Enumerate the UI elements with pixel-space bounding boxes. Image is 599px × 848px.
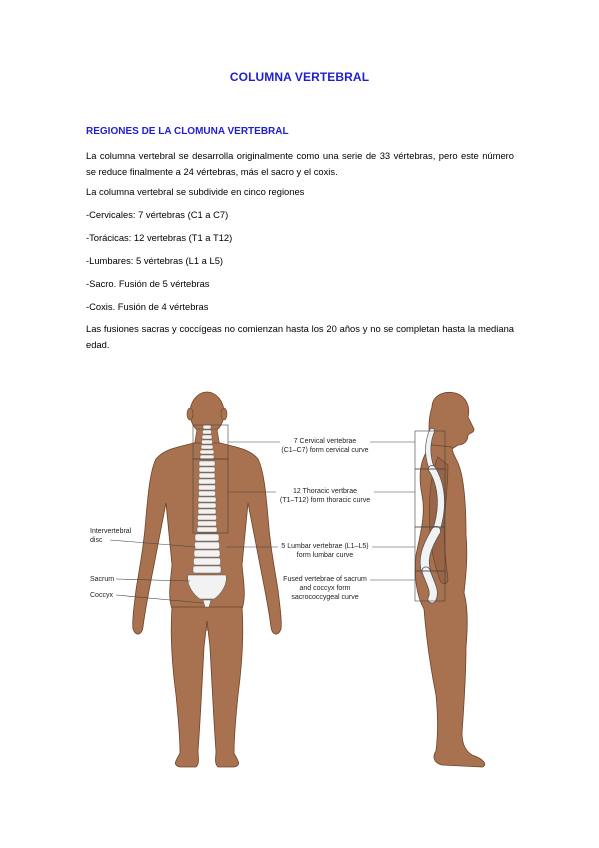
subdivision-paragraph: La columna vertebral se subdivide en cinco regiones — [86, 186, 305, 197]
coccyx-label: Coccyx — [90, 592, 113, 599]
intro-paragraph: La columna vertebral se desarrolla originalmente como una serie de 33 vértebras, pero este número se reduce finalmente a 24 vértebras, más el sacro y el coxis. — [86, 150, 514, 177]
cervical-label-1: 7 Cervical vertebrae — [293, 438, 357, 445]
document-title: COLUMNA VERTEBRAL — [229, 70, 370, 84]
fusion-paragraph: Las fusiones sacras y coccígeas no comienzan hasta los 20 años y no se completan hasta la mediana edad. — [86, 323, 514, 350]
lumbar-label-2: form lumbar curve — [296, 552, 354, 559]
intervertebral-label-1: Intervertebral — [90, 528, 132, 535]
list-item-cervical: -Cervicales: 7 vértebras (C1 a C7) — [86, 209, 229, 220]
spine-anatomy-figure — [80, 385, 520, 775]
posterior-body-figure — [133, 392, 282, 767]
thoracic-label-2: (T1–T12) form thoracic curve — [279, 497, 371, 504]
lumbar-label-1: 5 Lumbar vertebrae (L1–L5) — [281, 543, 369, 550]
sacrum-label: Sacrum — [90, 576, 115, 583]
lateral-body-figure — [415, 392, 485, 767]
sacral-label-2: and coccyx form — [299, 585, 351, 592]
sacral-label-3: sacrococcygeal curve — [291, 594, 359, 601]
section-heading: REGIONES DE LA CLOMUNA VERTEBRAL — [86, 126, 289, 137]
list-item-thoracic: -Torácicas: 12 vertebras (T1 a T12) — [86, 232, 233, 243]
sacral-label-1: Fused vertebrae of sacrum — [283, 576, 367, 583]
thoracic-label-1: 12 Thoracic vertbrae — [292, 488, 358, 495]
list-item-lumbar: -Lumbares: 5 vértebras (L1 a L5) — [86, 255, 224, 266]
list-item-sacrum: -Sacro. Fusión de 5 vértebras — [86, 278, 210, 289]
list-item-coccyx: -Coxis. Fusión de 4 vértebras — [86, 301, 209, 312]
intervertebral-label-2: disc — [90, 537, 103, 544]
cervical-label-2: (C1–C7) form cervical curve — [281, 447, 369, 454]
